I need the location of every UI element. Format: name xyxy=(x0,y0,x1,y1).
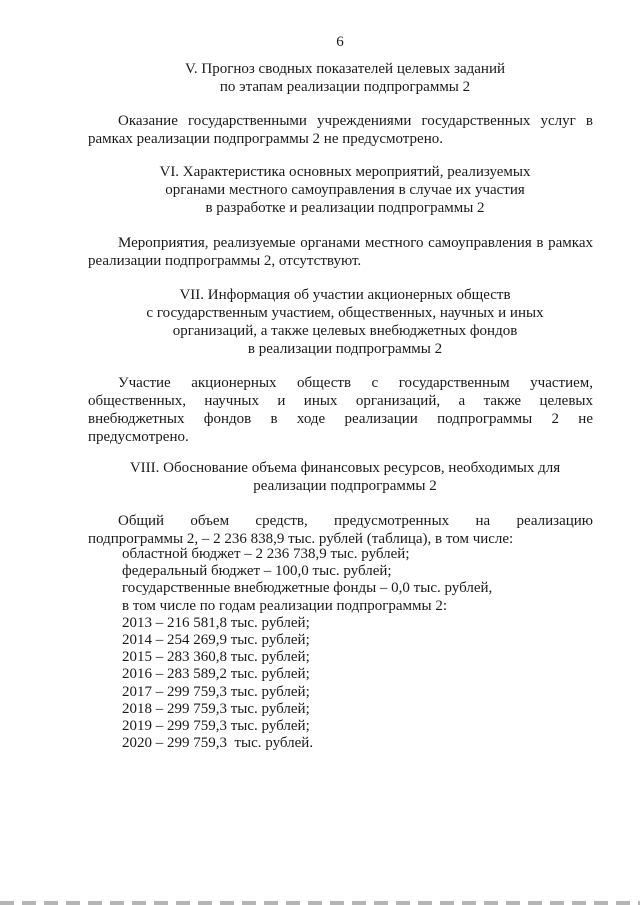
heading-line: организаций, а также целевых внебюджетных фондов xyxy=(172,323,518,339)
list-item: в том числе по годам реализации подпрограммы 2: xyxy=(122,597,448,614)
scan-artifact-strip xyxy=(0,901,640,905)
list-item: 2019 – 299 759,3 тыс. рублей; xyxy=(122,718,310,735)
heading-line: в реализации подпрограммы 2 xyxy=(247,341,443,357)
paragraph-line: подпрограммы 2, – 2 236 838,9 тыс. рублей (таблица), в том числе: xyxy=(88,531,514,547)
heading-line: по этапам реализации подпрограммы 2 xyxy=(219,79,471,95)
section-6-heading xyxy=(90,163,600,217)
list-item: 2013 – 216 581,8 тыс. рублей; xyxy=(122,614,310,631)
section-5-heading xyxy=(90,60,600,96)
list-item: 2020 – 299 759,3 тыс. рублей. xyxy=(122,735,314,752)
section-7-paragraph xyxy=(88,374,593,446)
paragraph-line: рамках реализации подпрограммы 2 не предусмотрено. xyxy=(88,131,443,147)
heading-line: VII. Информация об участии акционерных обществ xyxy=(179,287,511,303)
paragraph-line: предусмотрено. xyxy=(88,429,189,445)
heading-line: V. Прогноз сводных показателей целевых заданий xyxy=(184,61,506,77)
paragraph-line: Мероприятия, реализуемые органами местного самоуправления в рамках xyxy=(118,235,593,251)
list-item: 2018 – 299 759,3 тыс. рублей; xyxy=(122,700,310,717)
list-item: 2016 – 283 589,2 тыс. рублей; xyxy=(122,666,310,683)
section-5-paragraph xyxy=(88,112,593,148)
heading-line: органами местного самоуправления в случае их участия xyxy=(165,182,525,198)
heading-line: VIII. Обоснование объема финансовых ресурсов, необходимых для xyxy=(129,460,561,476)
paragraph-line: Участие акционерных обществ с государственным участием, xyxy=(118,375,593,391)
list-item: 2014 – 254 269,9 тыс. рублей; xyxy=(122,632,310,649)
heading-line: реализации подпрограммы 2 xyxy=(253,478,437,494)
heading-line: VI. Характеристика основных мероприятий, реализуемых xyxy=(159,164,531,180)
heading-line: с государственным участием, общественных, научных и иных xyxy=(146,305,544,321)
section-8-heading xyxy=(90,459,600,495)
paragraph-line: реализации подпрограммы 2, отсутствуют. xyxy=(88,253,362,269)
heading-line: в разработке и реализации подпрограммы 2 xyxy=(205,200,485,216)
funding-list xyxy=(122,546,492,752)
list-item: 2015 – 283 360,8 тыс. рублей; xyxy=(122,649,310,666)
paragraph-line: общественных, научных и иных организаций, а также целевых xyxy=(88,393,593,409)
list-item: 2017 – 299 759,3 тыс. рублей; xyxy=(122,683,310,700)
page-number: 6 xyxy=(336,34,344,50)
list-item: областной бюджет – 2 236 738,9 тыс. рублей; xyxy=(122,546,410,562)
section-6-paragraph xyxy=(88,234,593,270)
list-item: государственные внебюджетные фонды – 0,0 тыс. рублей, xyxy=(122,580,493,597)
paragraph-line: внебюджетных фондов в ходе реализации подпрограммы 2 не xyxy=(88,411,593,427)
paragraph-line: Общий объем средств, предусмотренных на реализацию xyxy=(118,513,593,529)
list-item: федеральный бюджет – 100,0 тыс. рублей; xyxy=(122,563,392,580)
section-7-heading xyxy=(90,286,600,358)
paragraph-line: Оказание государственными учреждениями государственных услуг в xyxy=(118,113,593,129)
section-8-paragraph xyxy=(88,512,593,548)
